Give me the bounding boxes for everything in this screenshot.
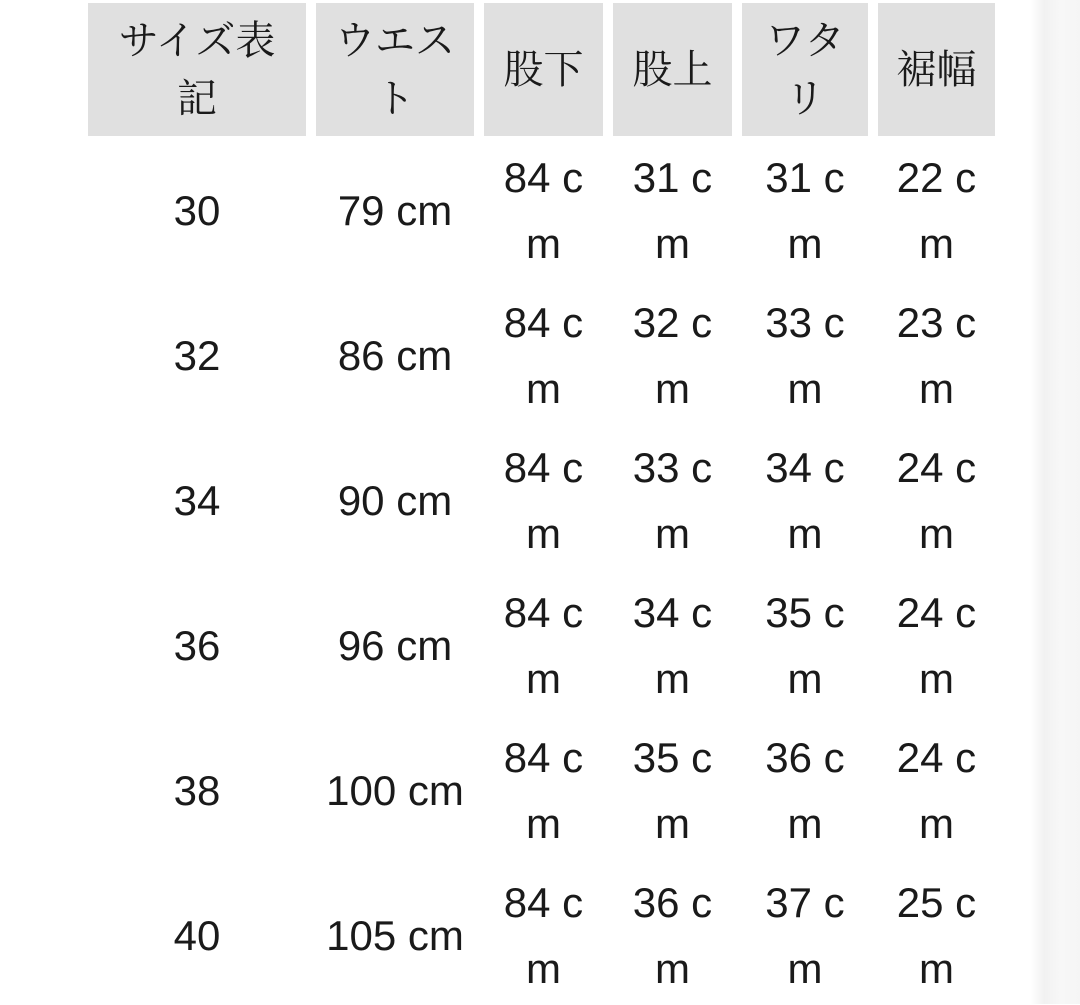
table-row (88, 140, 995, 281)
cell-hem: 24 cm (878, 575, 995, 716)
column-header-size-label: サイズ表記 (88, 3, 306, 136)
cell-hem: 23 cm (878, 285, 995, 426)
cell-size: 36 (88, 575, 306, 716)
cell-waist: 105 cm (316, 865, 474, 1005)
cell-size: 30 (88, 140, 306, 281)
cell-thigh: 33 cm (742, 285, 868, 426)
cell-waist: 100 cm (316, 720, 474, 861)
cell-rise: 32 cm (613, 285, 732, 426)
cell-hem: 22 cm (878, 140, 995, 281)
cell-waist: 86 cm (316, 285, 474, 426)
cell-thigh: 31 cm (742, 140, 868, 281)
cell-rise: 35 cm (613, 720, 732, 861)
cell-rise: 34 cm (613, 575, 732, 716)
cell-thigh: 35 cm (742, 575, 868, 716)
size-spec-table (78, 0, 1005, 1005)
cell-inseam: 84 cm (484, 430, 603, 571)
column-header-hem: 裾幅 (878, 3, 995, 136)
cell-thigh: 37 cm (742, 865, 868, 1005)
cell-thigh: 36 cm (742, 720, 868, 861)
cell-hem: 24 cm (878, 430, 995, 571)
column-header-thigh: ワタリ (742, 3, 868, 136)
cell-inseam: 84 cm (484, 575, 603, 716)
scroll-edge-shadow (1030, 0, 1080, 1004)
cell-rise: 36 cm (613, 865, 732, 1005)
cell-rise: 33 cm (613, 430, 732, 571)
table-row (88, 285, 995, 426)
cell-size: 34 (88, 430, 306, 571)
cell-inseam: 84 cm (484, 720, 603, 861)
cell-hem: 24 cm (878, 720, 995, 861)
header-row (88, 3, 995, 136)
cell-size: 38 (88, 720, 306, 861)
cell-waist: 96 cm (316, 575, 474, 716)
table-row (88, 430, 995, 571)
size-table-header (88, 3, 995, 136)
cell-waist: 90 cm (316, 430, 474, 571)
cell-thigh: 34 cm (742, 430, 868, 571)
cell-rise: 31 cm (613, 140, 732, 281)
cell-size: 32 (88, 285, 306, 426)
cell-inseam: 84 cm (484, 285, 603, 426)
cell-hem: 25 cm (878, 865, 995, 1005)
cell-size: 40 (88, 865, 306, 1005)
column-header-waist: ウエスト (316, 3, 474, 136)
cell-inseam: 84 cm (484, 865, 603, 1005)
cell-inseam: 84 cm (484, 140, 603, 281)
column-header-rise: 股上 (613, 3, 732, 136)
column-header-inseam: 股下 (484, 3, 603, 136)
table-row (88, 720, 995, 861)
table-row (88, 575, 995, 716)
table-row (88, 865, 995, 1005)
cell-waist: 79 cm (316, 140, 474, 281)
size-table-body (88, 140, 995, 1005)
